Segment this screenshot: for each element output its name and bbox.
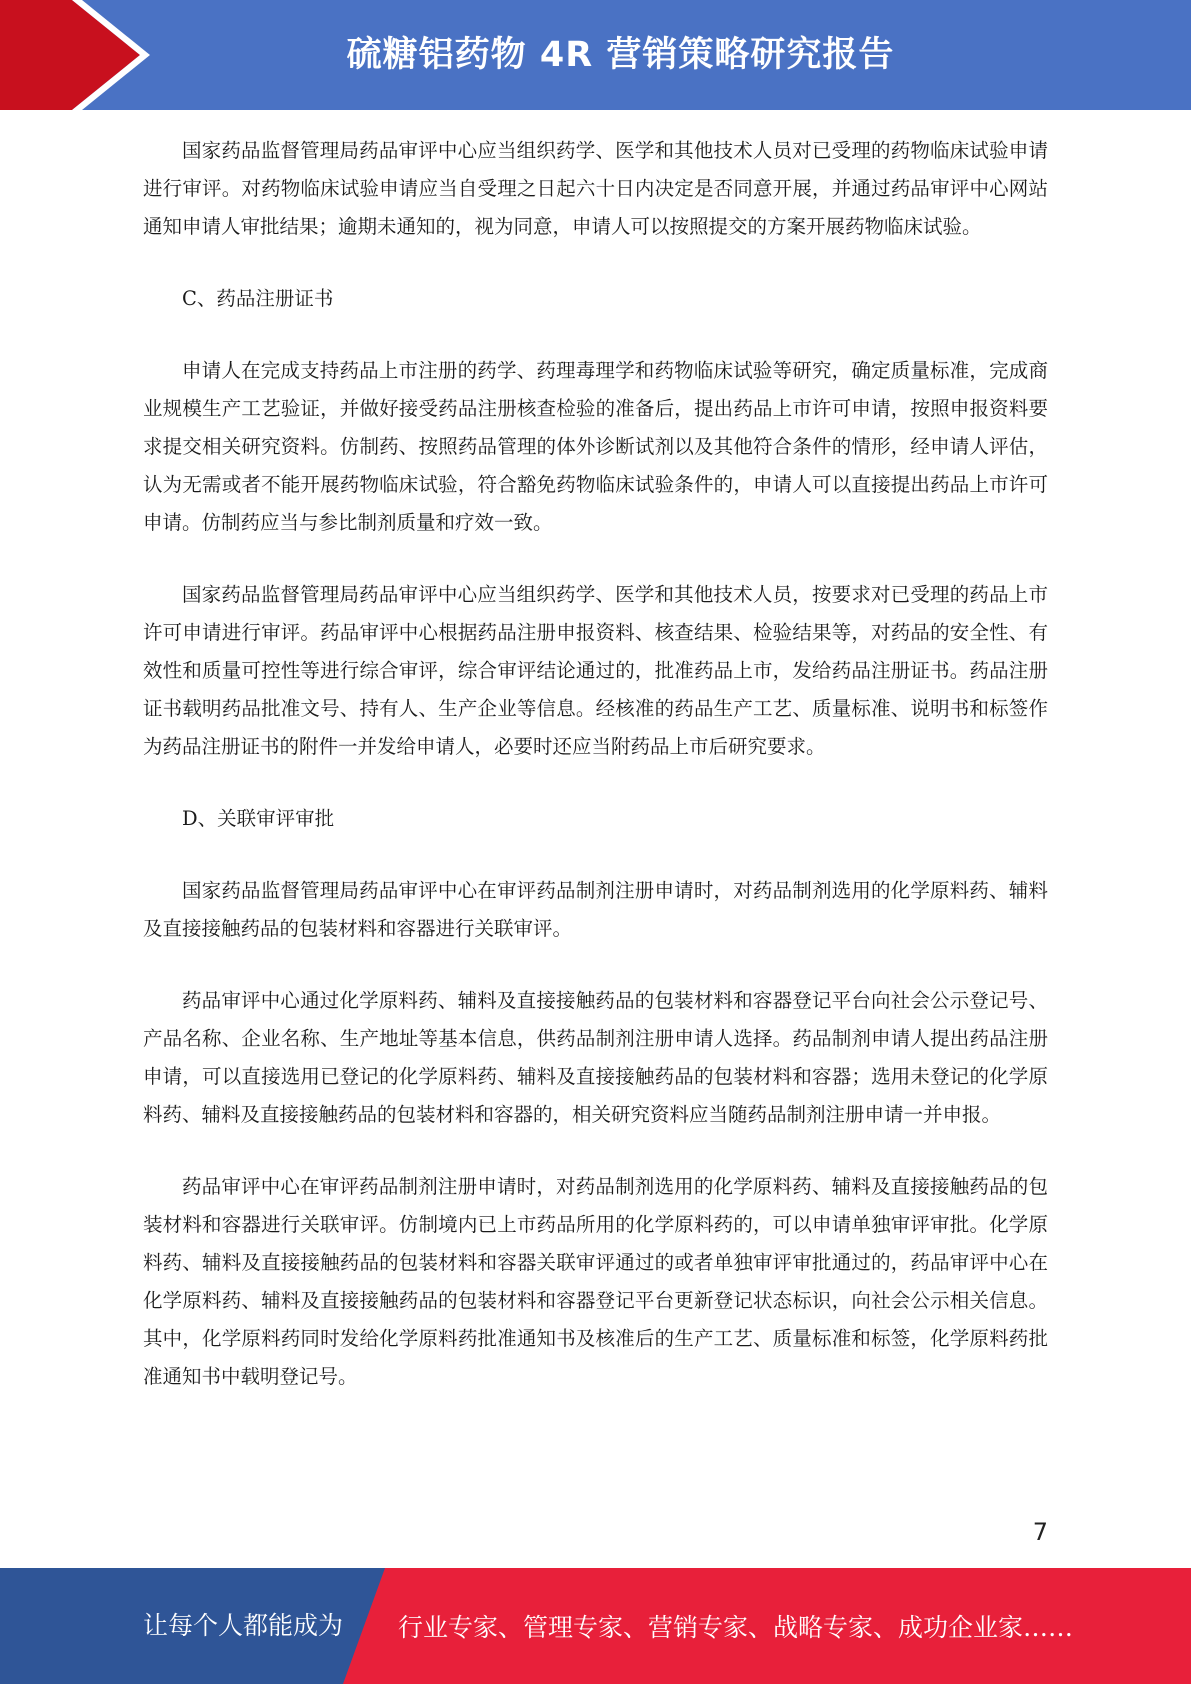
- paragraph-api-approval: 药品审评中心在审评药品制剂注册申请时，对药品制剂选用的化学原料药、辅料及直接接触药品的包装材料和容器进行关联审评。仿制境内已上市药品所用的化学原料药的，可以申请单独审评审批。化学原料药、辅料及直接接触药品的包装材料和容器关联审评通过的或者单独审评审批通过的，药品审评中心在化学原料药、辅料及直接接触药品的包装材料和容器登记平台更新登记状态标识，向社会公示相关信息。其中，化学原料药同时发给化学原料药批准通知书及核准后的生产工艺、质量标准和标签，化学原料药批准通知书中载明登记号。: [143, 1175, 1048, 1388]
- section-heading-d: D、关联审评审批: [182, 807, 335, 830]
- paragraph-marketing-application: 申请人在完成支持药品上市注册的药学、药理毒理学和药物临床试验等研究，确定质量标准，完成商业规模生产工艺验证，并做好接受药品注册核查检验的准备后，提出药品上市许可申请，按照申报资料要求提交相关研究资料。仿制药、按照药品管理的体外诊断试剂以及其他符合条件的情形，经申请人评估，认为无需或者不能开展药物临床试验，符合豁免药物临床试验条件的，申请人可以直接提出药品上市许可申请。仿制药应当与参比制剂质量和疗效一致。: [143, 359, 1048, 534]
- footer-slogan-right: 行业专家、管理专家、营销专家、战略专家、成功企业家……: [398, 1613, 1074, 1642]
- paragraph-registration-platform: 药品审评中心通过化学原料药、辅料及直接接触药品的包装材料和容器登记平台向社会公示登记号、产品名称、企业名称、生产地址等基本信息，供药品制剂注册申请人选择。药品制剂申请人提出药品注册申请，可以直接选用已登记的化学原料药、辅料及直接接触药品的包装材料和容器；选用未登记的化学原料药、辅料及直接接触药品的包装材料和容器的，相关研究资料应当随药品制剂注册申请一并申报。: [143, 989, 1048, 1126]
- paragraph-clinical-trial-review: 国家药品监督管理局药品审评中心应当组织药学、医学和其他技术人员对已受理的药物临床试验申请进行审评。对药物临床试验申请应当自受理之日起六十日内决定是否同意开展，并通过药品审评中心网站通知申请人审批结果；逾期未通知的，视为同意，申请人可以按照提交的方案开展药物临床试验。: [143, 139, 1048, 238]
- report-title: 硫糖铝药物 4R 营销策略研究报告: [346, 35, 895, 75]
- document-body: [143, 132, 1048, 1430]
- page-number: 7: [1032, 1518, 1048, 1546]
- paragraph-associated-review: 国家药品监督管理局药品审评中心在审评药品制剂注册申请时，对药品制剂选用的化学原料药、辅料及直接接触药品的包装材料和容器进行关联审评。: [143, 879, 1048, 940]
- footer-slogan-left: 让每个人都能成为: [143, 1611, 344, 1640]
- page-footer: [0, 1568, 1191, 1684]
- paragraph-registration-certificate: 国家药品监督管理局药品审评中心应当组织药学、医学和其他技术人员，按要求对已受理的药品上市许可申请进行审评。药品审评中心根据药品注册申报资料、核查结果、检验结果等，对药品的安全性、有效性和质量可控性等进行综合审评，综合审评结论通过的，批准药品上市，发给药品注册证书。药品注册证书载明药品批准文号、持有人、生产企业等信息。经核准的药品生产工艺、质量标准、说明书和标签作为药品注册证书的附件一并发给申请人，必要时还应当附药品上市后研究要求。: [143, 583, 1048, 758]
- page-header: [0, 0, 1191, 110]
- section-heading-c: C、药品注册证书: [182, 287, 334, 310]
